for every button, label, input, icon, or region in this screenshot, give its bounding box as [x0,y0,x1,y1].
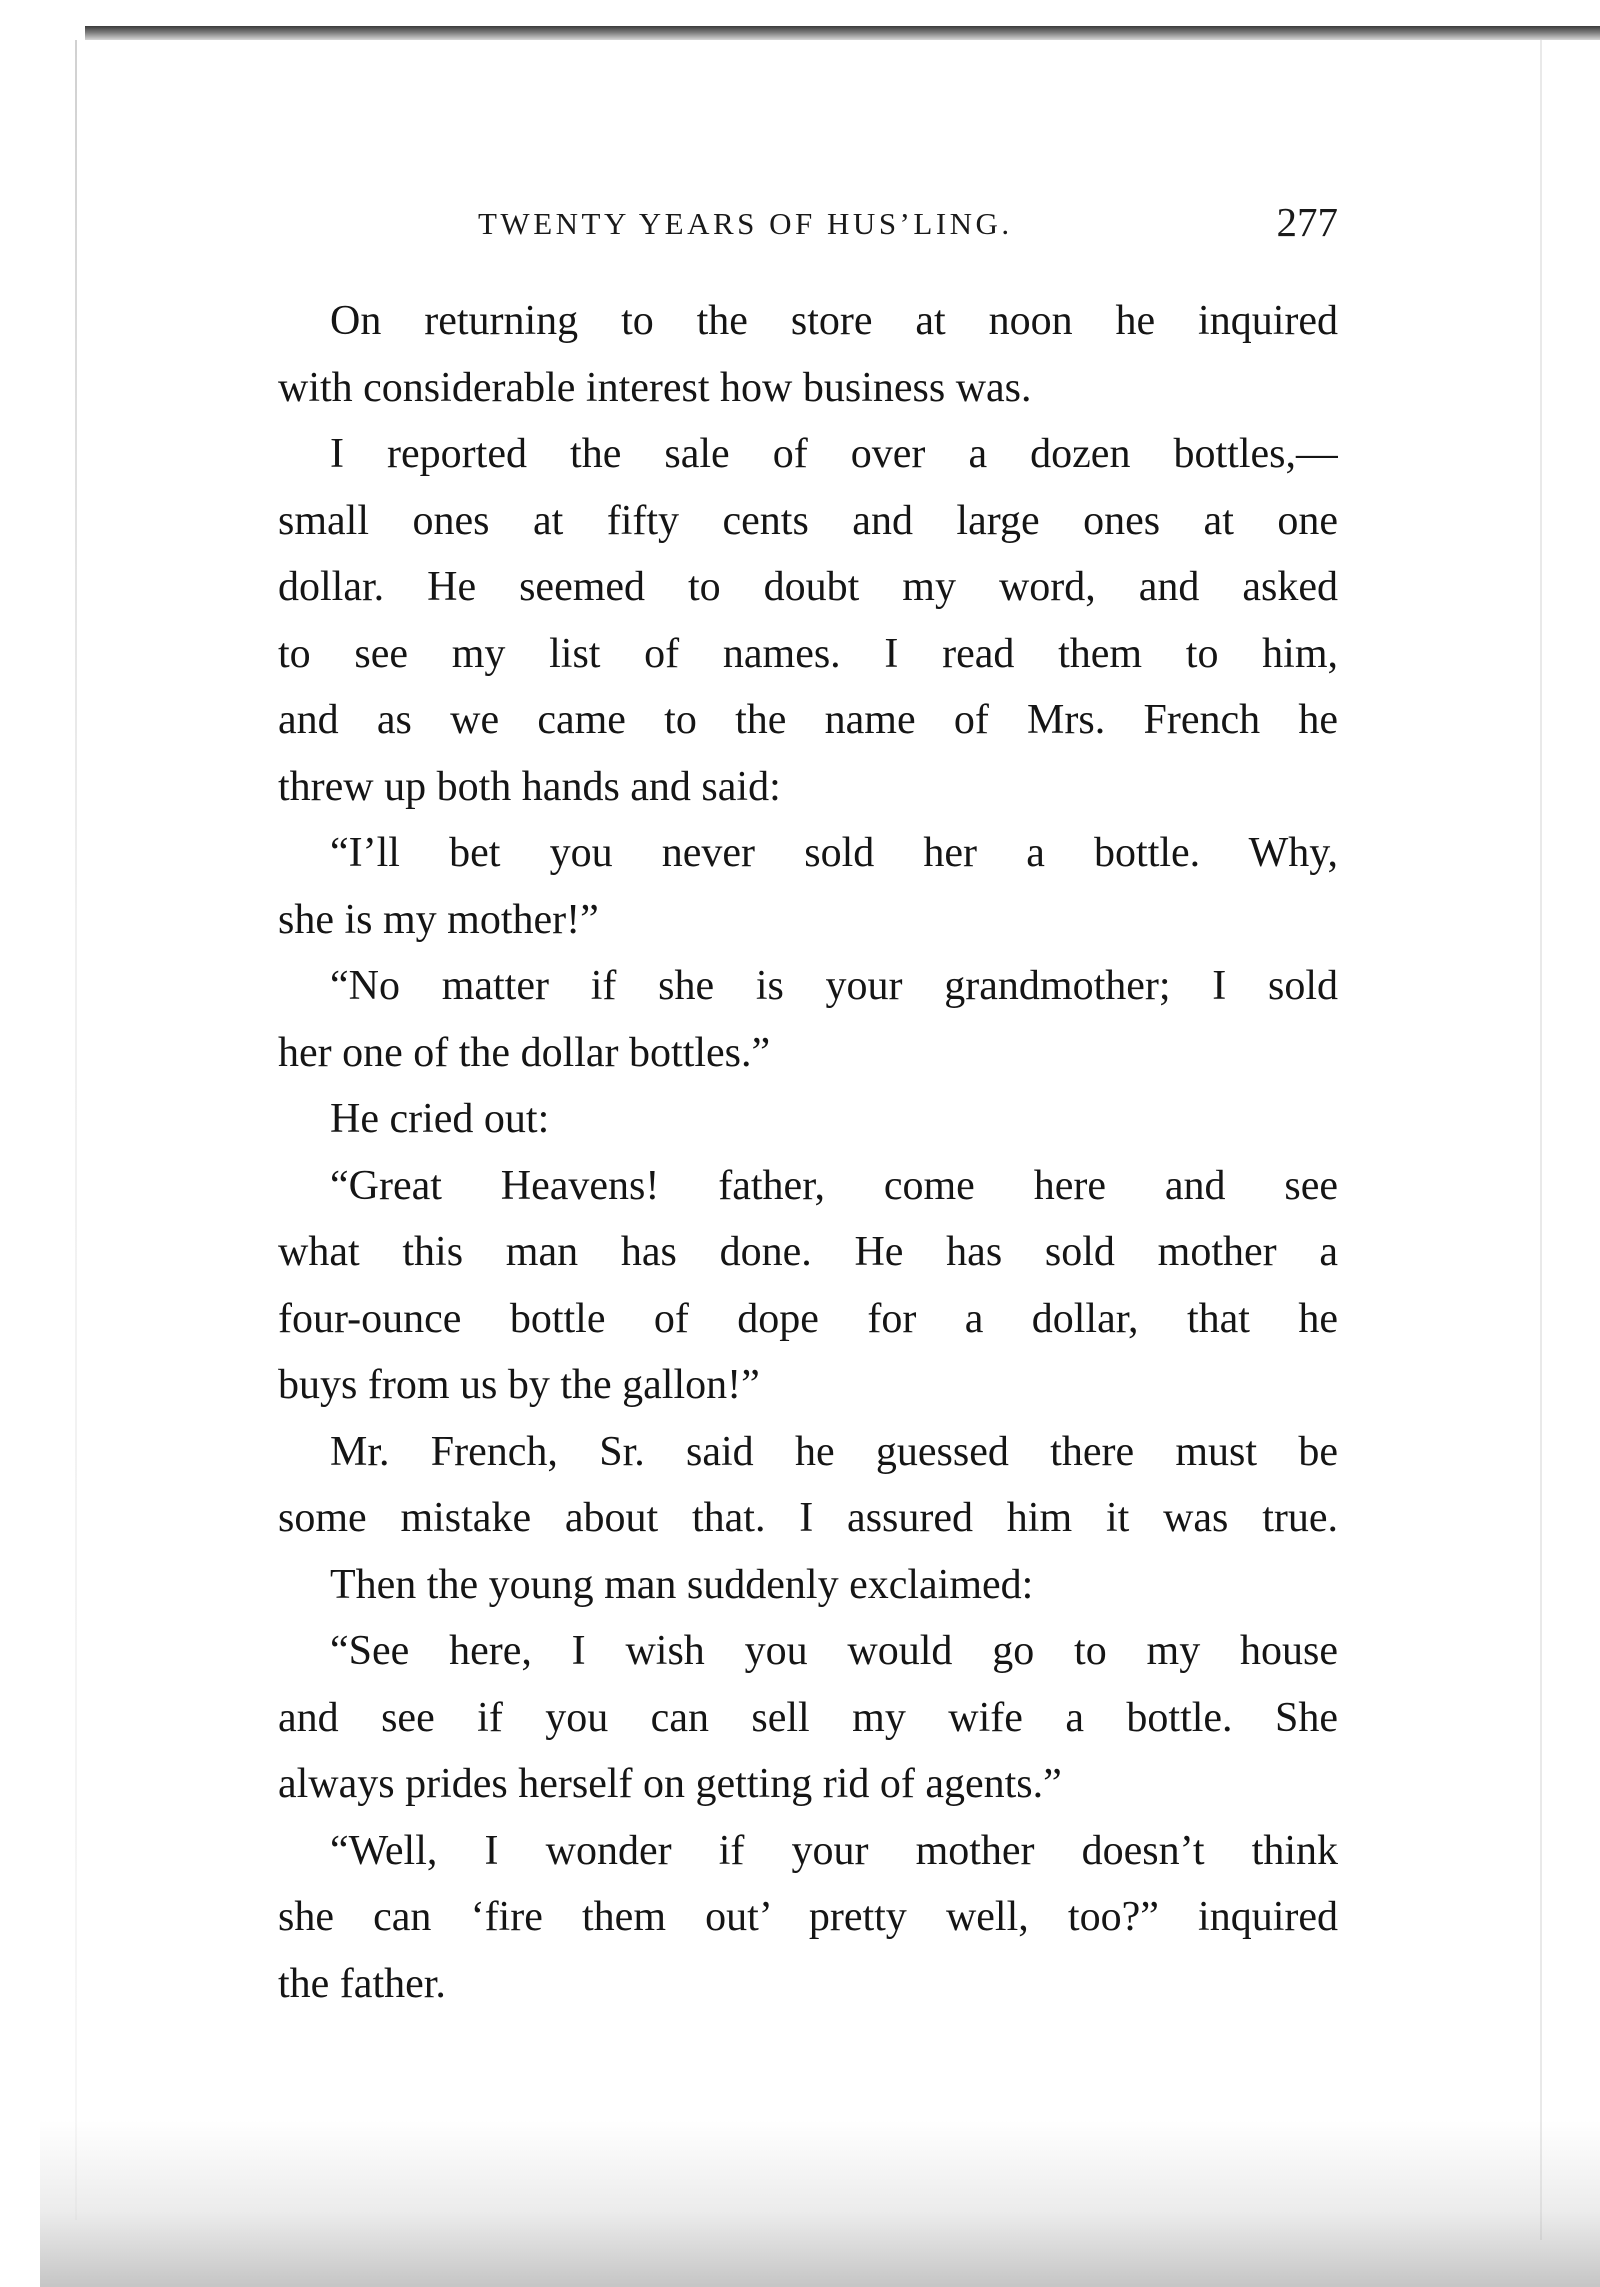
scan-left-edge [75,40,77,2220]
text-line: and see if you can sell my wife a bottle. She [278,1694,1338,1741]
text-line: “I’ll bet you never sold her a bottle. Why, [330,830,1338,876]
text-line: On returning to the store at noon he inquired [330,298,1338,344]
text-line: He cried out: [330,1096,550,1142]
text-line: Then the young man suddenly exclaimed: [330,1561,1034,1608]
running-head [278,198,1338,258]
text-line: dollar. He seemed to doubt my word, and asked [278,564,1338,610]
text-line: Mr. French, Sr. said he guessed there must be [330,1428,1338,1475]
text-line: “See here, I wish you would go to my house [330,1628,1338,1674]
text-line: she is my mother!” [278,896,599,943]
text-line: and as we came to the name of Mrs. French he [278,697,1338,743]
text-line: she can ‘fire them out’ pretty well, too?” inquired [278,1894,1338,1940]
scan-right-edge [1540,40,1542,2240]
text-line: “No matter if she is your grandmother; I sold [330,963,1338,1009]
text-line: what this man has done. He has sold mother a [278,1229,1338,1275]
page-number: 277 [1276,199,1338,245]
text-line: with considerable interest how business was. [278,364,1032,411]
scan-bottom-shading [40,2120,1600,2287]
text-line: I reported the sale of over a dozen bottles,— [330,431,1338,477]
text-line: four-ounce bottle of dope for a dollar, that he [278,1295,1338,1342]
text-line: “Well, I wonder if your mother doesn’t think [330,1827,1338,1874]
text-line: her one of the dollar bottles.” [278,1029,771,1076]
body-text [278,288,1338,2017]
text-line: “Great Heavens! father, come here and see [330,1162,1338,1209]
text-line: always prides herself on getting rid of agents.” [278,1761,1062,1807]
text-line: some mistake about that. I assured him it was true. [278,1495,1338,1541]
text-line: to see my list of names. I read them to him, [278,630,1338,677]
text-line: small ones at fifty cents and large ones at one [278,497,1338,544]
text-line: the father. [278,1960,446,2007]
running-title: TWENTY YEARS OF HUS’LING. [478,206,1013,241]
scan-top-edge [85,26,1600,40]
text-line: buys from us by the gallon!” [278,1362,760,1408]
text-line: threw up both hands and said: [278,763,781,810]
